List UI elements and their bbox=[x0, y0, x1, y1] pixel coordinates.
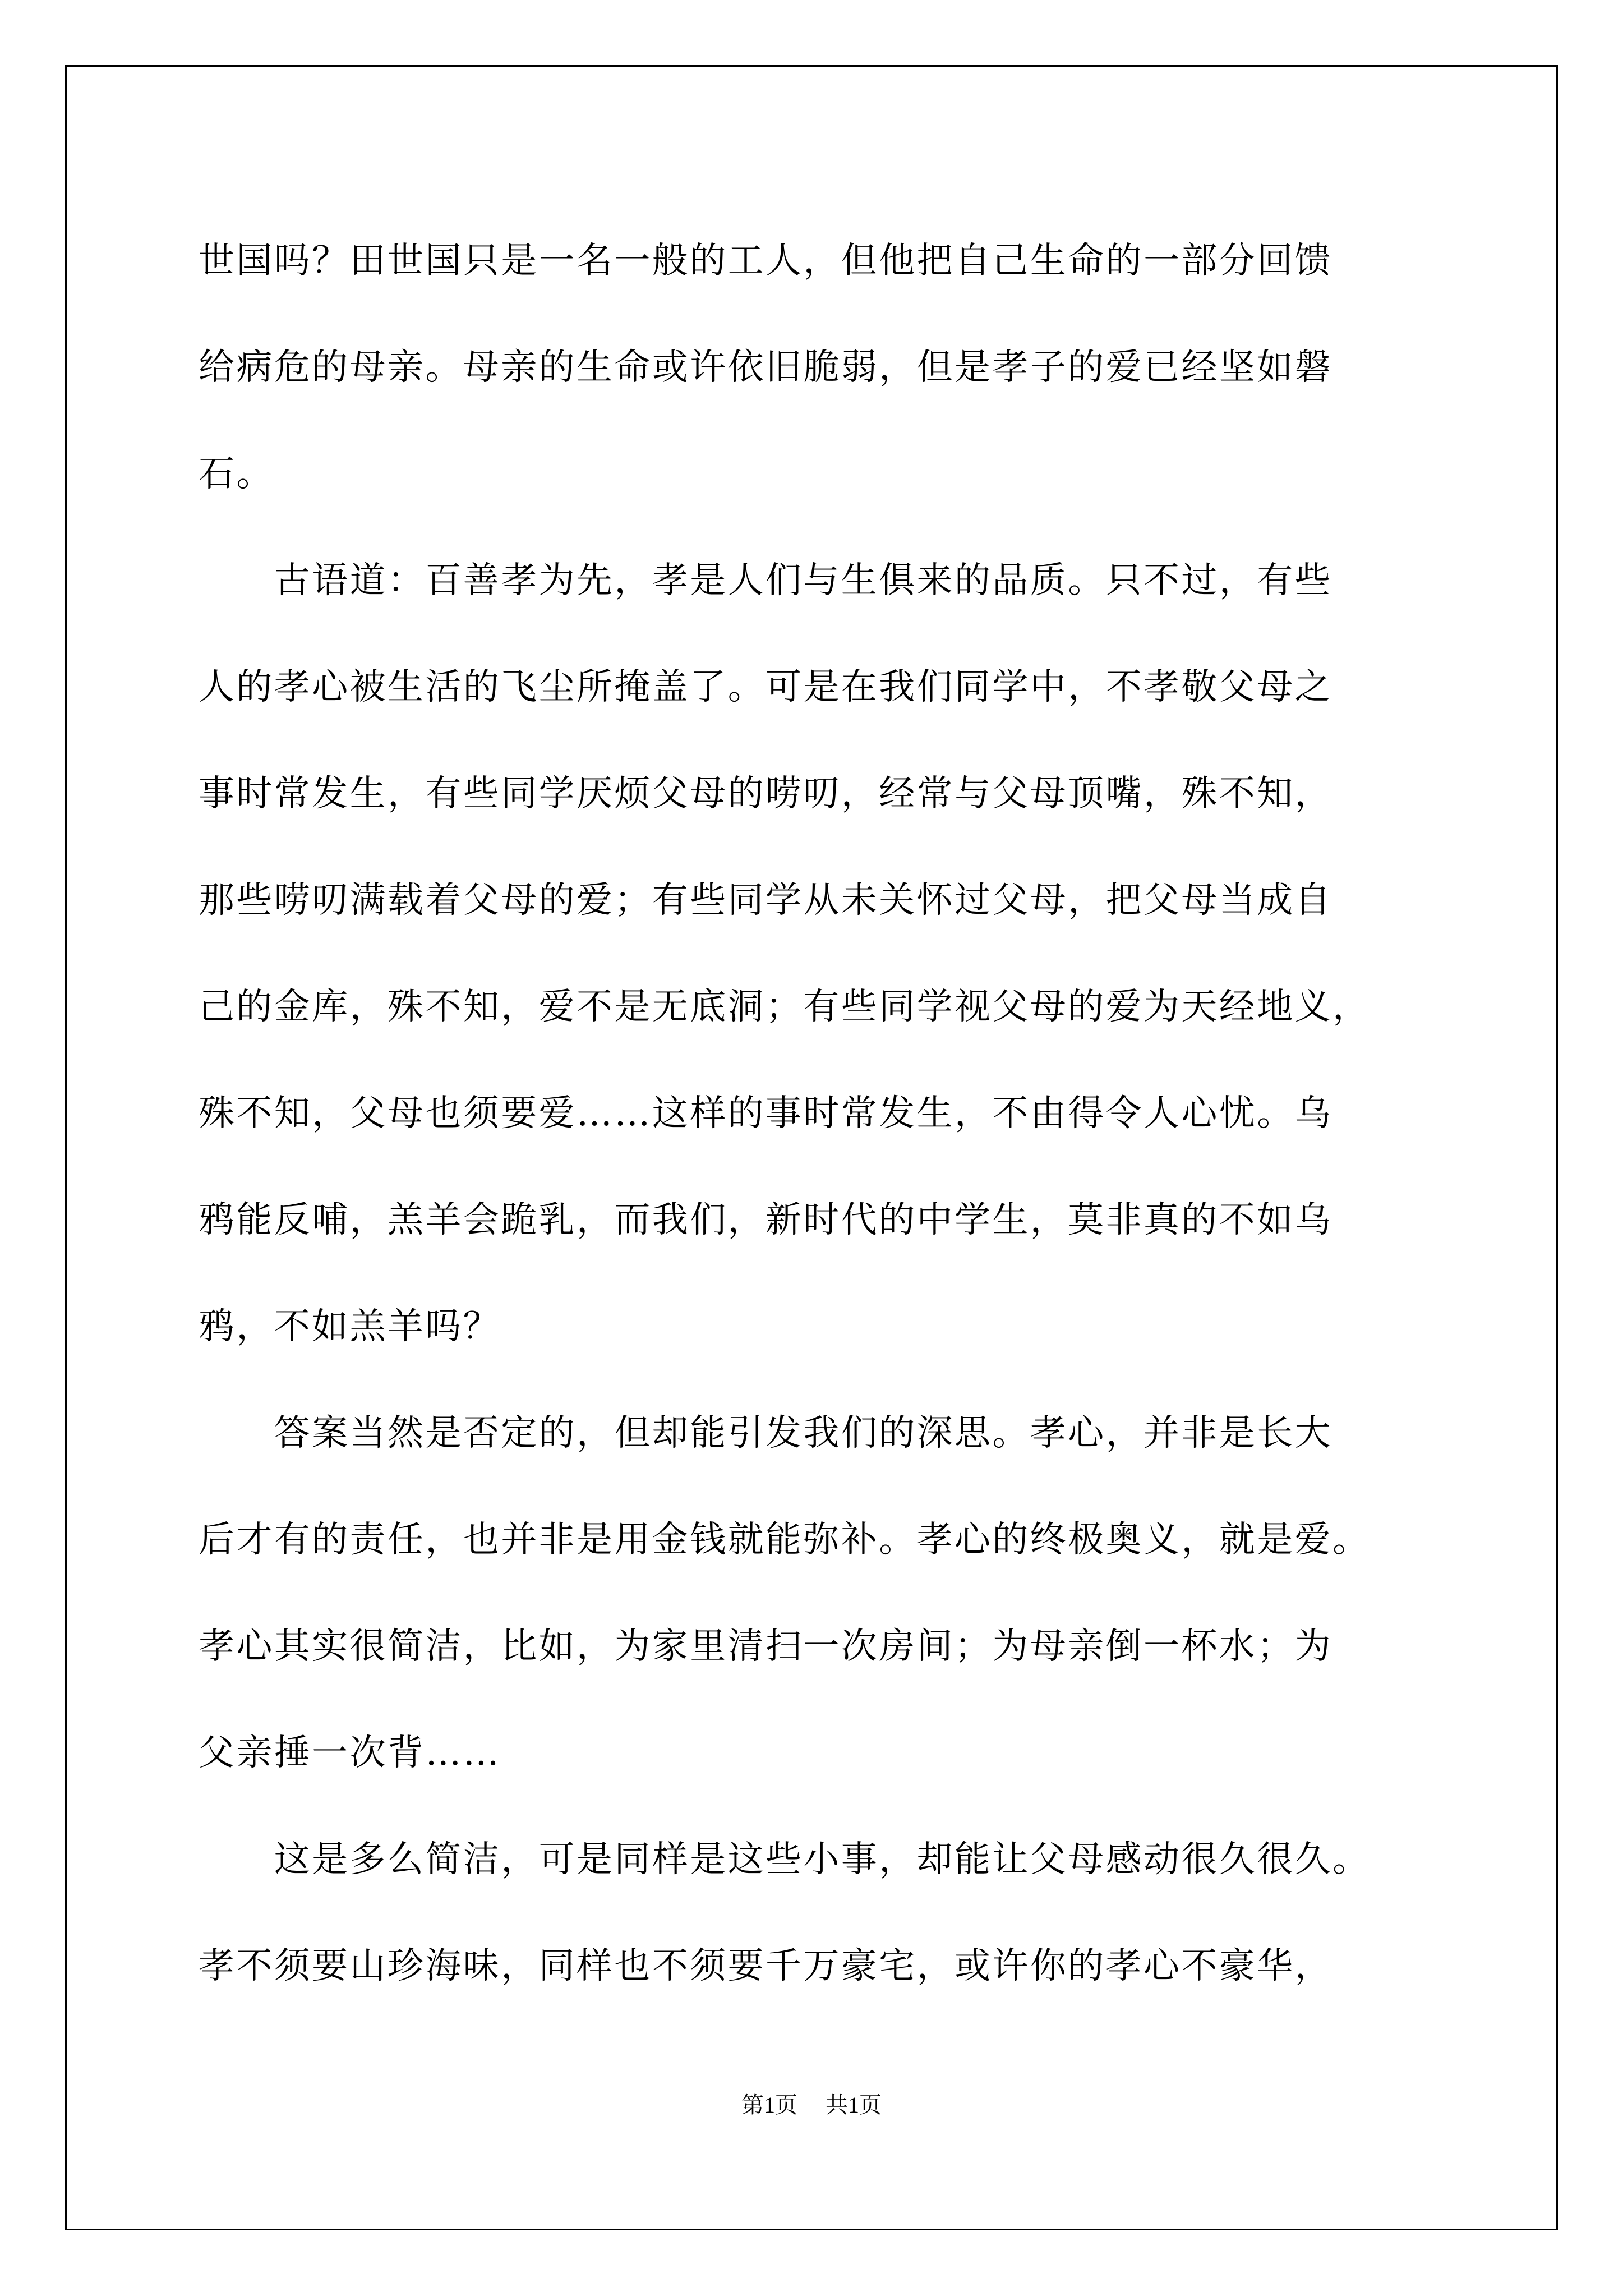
page-number: 第1页 bbox=[741, 2092, 797, 2118]
text-line: 父亲捶一次背…… bbox=[199, 1732, 501, 1774]
text-line: 人的孝心被生活的飞尘所掩盖了。可是在我们同学中，不孝敬父母之 bbox=[199, 666, 1332, 708]
text-line: 世国吗？田世国只是一名一般的工人，但他把自己生命的一部分回馈 bbox=[199, 240, 1332, 282]
text-line: 答案当然是否定的，但却能引发我们的深思。孝心，并非是长大 bbox=[199, 1412, 1332, 1454]
text-line: 鸦能反哺，羔羊会跪乳，而我们，新时代的中学生，莫非真的不如乌 bbox=[199, 1199, 1332, 1241]
text-line: 己的金库，殊不知，爱不是无底洞；有些同学视父母的爱为天经地义， bbox=[199, 986, 1371, 1028]
text-line: 孝心其实很简洁，比如，为家里清扫一次房间；为母亲倒一杯水；为 bbox=[199, 1626, 1332, 1667]
text-line: 后才有的责任，也并非是用金钱就能弥补。孝心的终极奥义，就是爱。 bbox=[199, 1519, 1371, 1561]
text-line: 殊不知，父母也须要爱……这样的事时常发生，不由得令人心忧。乌 bbox=[199, 1093, 1332, 1134]
text-line: 石。 bbox=[199, 453, 274, 495]
text-line: 那些唠叨满载着父母的爱；有些同学从未关怀过父母，把父母当成自 bbox=[199, 880, 1332, 921]
text-line: 孝不须要山珍海味，同样也不须要千万豪宅，或许你的孝心不豪华， bbox=[199, 1945, 1332, 1987]
text-line: 古语道：百善孝为先，孝是人们与生俱来的品质。只不过，有些 bbox=[199, 560, 1332, 601]
page-footer bbox=[0, 2088, 1623, 2122]
page-total: 共1页 bbox=[826, 2092, 882, 2118]
text-line: 这是多么简洁，可是同样是这些小事，却能让父母感动很久很久。 bbox=[199, 1839, 1371, 1880]
text-line: 给病危的母亲。母亲的生命或许依旧脆弱，但是孝子的爱已经坚如磐 bbox=[199, 347, 1332, 388]
text-line: 事时常发生，有些同学厌烦父母的唠叨，经常与父母顶嘴，殊不知， bbox=[199, 773, 1332, 815]
text-line: 鸦，不如羔羊吗？ bbox=[199, 1306, 501, 1347]
document-body bbox=[199, 208, 1421, 2019]
